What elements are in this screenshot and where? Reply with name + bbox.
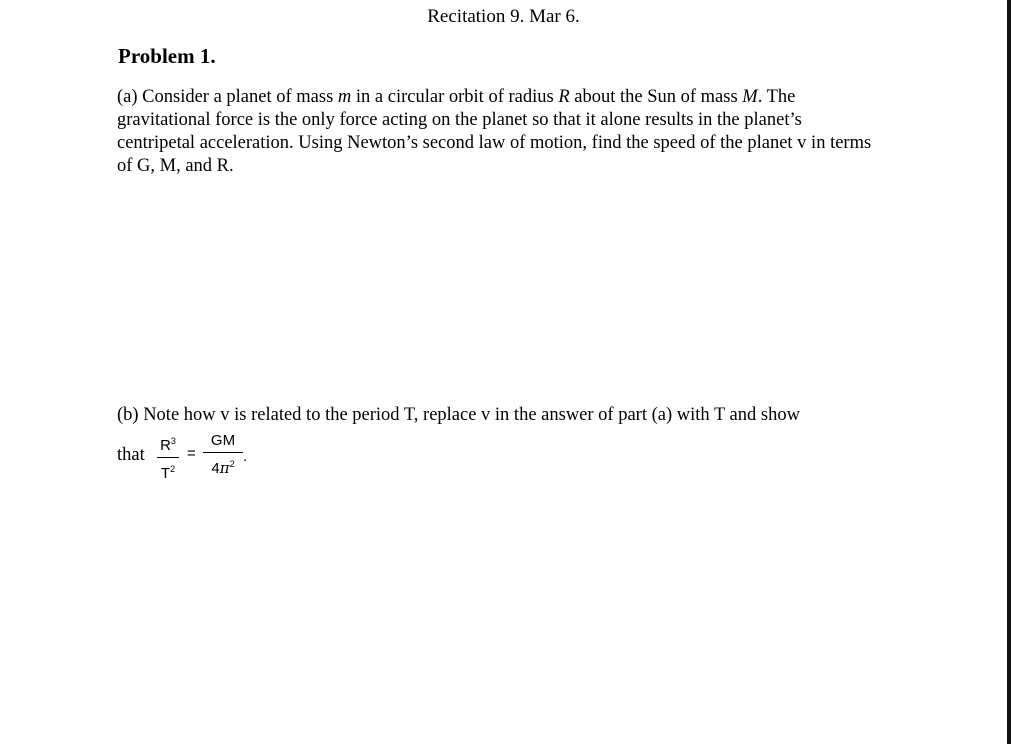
part-a-text-3: about the Sun of mass xyxy=(569,87,743,107)
eq-left-num-base: R xyxy=(160,437,171,454)
page-right-border xyxy=(1007,0,1011,744)
eq-left-den-exp: 2 xyxy=(170,464,176,474)
eq-left-denominator xyxy=(157,460,179,483)
eq-left-fraction xyxy=(157,432,179,483)
eq-left-num-exp: 3 xyxy=(170,436,176,446)
page-header: Recitation 9. Mar 6. xyxy=(427,6,580,27)
eq-equals-sign: = xyxy=(187,445,196,462)
part-b-text: (b) Note how v is related to the period T, replace v in the answer of part (a) with T and show xyxy=(117,405,800,425)
eq-right-den-exp: 2 xyxy=(229,459,235,469)
part-a-text-4: . The gravitational force is the only force acting on the planet so that it alone results in the planet’s centripetal acceleration. Using Newton’s second law of motion, find the speed of the planet v in terms of G, M, and R. xyxy=(117,87,872,176)
part-a-text-2: in a circular orbit of radius xyxy=(351,87,559,107)
eq-period: . xyxy=(243,448,248,465)
eq-left-den-base: T xyxy=(160,465,171,482)
problem-title: Problem 1. xyxy=(118,44,216,68)
var-M: M xyxy=(742,87,758,107)
var-m: m xyxy=(337,87,352,107)
part-a-text xyxy=(117,86,877,178)
eq-right-denominator xyxy=(203,455,243,478)
eq-right-den-pi: π xyxy=(219,459,230,477)
eq-right-numerator: GM xyxy=(210,432,236,449)
part-a-text-1: (a) Consider a planet of mass xyxy=(117,87,338,107)
eq-right-den-coef: 4 xyxy=(211,460,220,477)
eq-left-fraction-bar xyxy=(157,457,179,458)
eq-left-numerator xyxy=(157,432,179,455)
var-R: R xyxy=(558,87,570,107)
eq-that-word: that xyxy=(117,445,145,465)
eq-right-fraction-bar xyxy=(203,452,243,453)
eq-right-fraction xyxy=(203,432,243,478)
